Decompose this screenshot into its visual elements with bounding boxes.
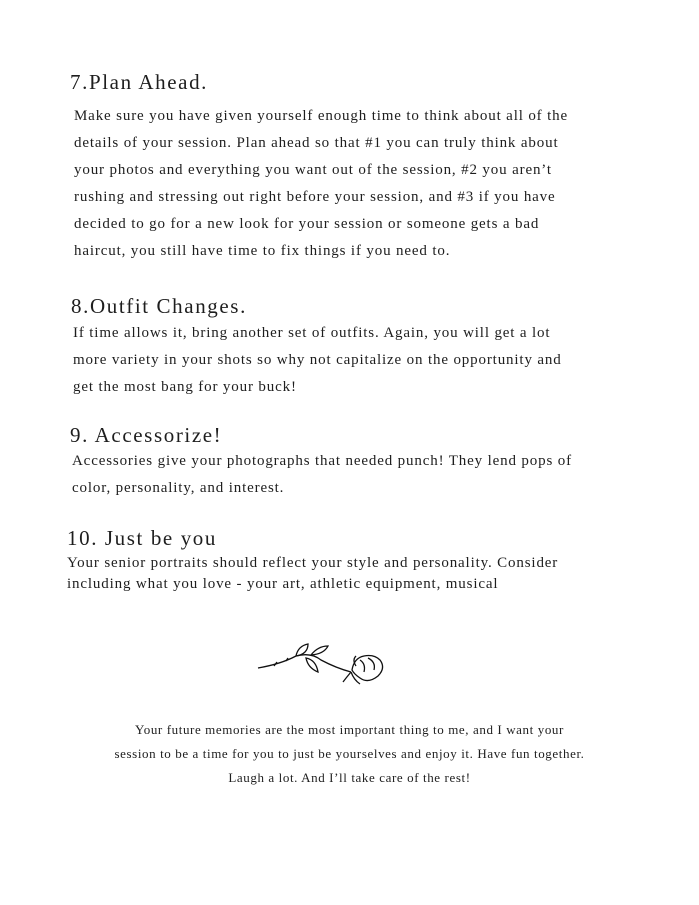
body-line: your photos and everything you want out of the session, #2 you aren’t [74,162,552,178]
body-line: rushing and stressing out right before your session, and #3 if you have [74,189,556,205]
body-line: Make sure you have given yourself enough time to think about all of the [74,108,568,124]
body-line: more variety in your shots so why not capitalize on the opportunity and [73,352,562,368]
body-line: details of your session. Plan ahead so that #1 you can truly think about [74,135,559,151]
body-line: color, personality, and interest. [72,480,285,496]
closing-line: Your future memories are the most important thing to me, and I want your [135,722,564,737]
section-heading: 10. Just be you [67,526,217,550]
body-line: Accessories give your photographs that needed punch! They lend pops of [72,453,572,469]
section-heading: 8.Outfit Changes. [71,294,247,318]
rose-illustration-icon [256,640,391,688]
body-line: haircut, you still have time to fix things if you need to. [74,243,451,259]
body-line: If time allows it, bring another set of outfits. Again, you will get a lot [73,325,551,341]
section-heading: 9. Accessorize! [70,423,223,447]
closing-line: Laugh a lot. And I’ll take care of the rest! [228,770,471,785]
body-line: get the most bang for your buck! [73,379,297,395]
closing-line: session to be a time for you to just be yourselves and enjoy it. Have fun together. [114,746,585,761]
body-line: decided to go for a new look for your session or someone gets a bad [74,216,540,232]
section-heading: 7.Plan Ahead. [70,70,209,94]
body-line: including what you love - your art, athletic equipment, musical [67,576,499,592]
body-line: Your senior portraits should reflect your style and personality. Consider [67,555,559,571]
